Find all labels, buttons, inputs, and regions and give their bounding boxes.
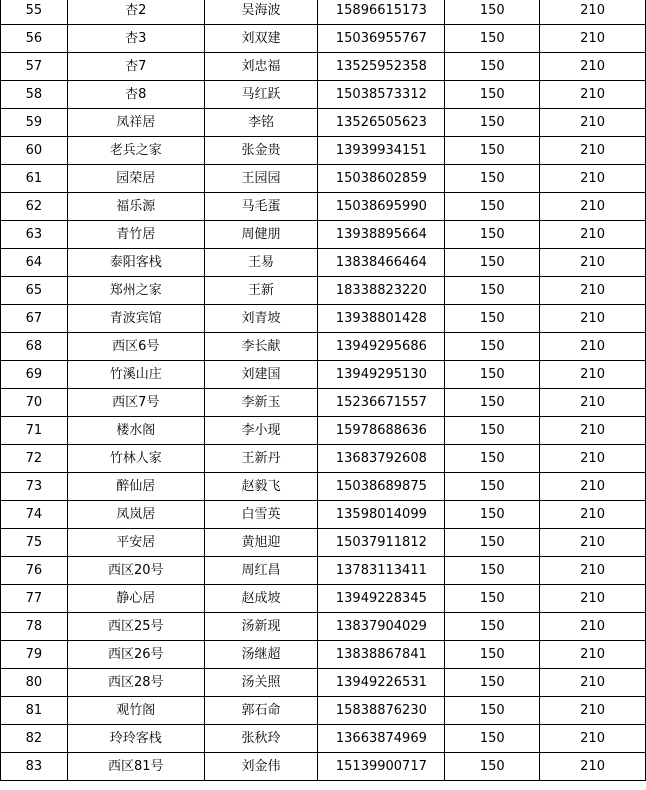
name-cell: 玲玲客栈 <box>67 725 204 753</box>
value-b-cell: 210 <box>540 165 646 193</box>
name-cell: 凤祥居 <box>67 109 204 137</box>
value-a-cell: 150 <box>445 137 540 165</box>
contact-cell: 张金贵 <box>204 137 318 165</box>
row-number-cell: 80 <box>1 669 68 697</box>
name-cell: 西区81号 <box>67 753 204 781</box>
name-cell: 青竹居 <box>67 221 204 249</box>
table-row <box>1 557 646 585</box>
value-a-cell: 150 <box>445 305 540 333</box>
phone-cell: 15896615173 <box>318 0 445 25</box>
contact-cell: 李小现 <box>204 417 318 445</box>
value-b-cell: 210 <box>540 333 646 361</box>
row-number-cell: 65 <box>1 277 68 305</box>
value-a-cell: 150 <box>445 697 540 725</box>
row-number-cell: 64 <box>1 249 68 277</box>
name-cell: 杏7 <box>67 53 204 81</box>
phone-cell: 15038689875 <box>318 473 445 501</box>
table-row <box>1 389 646 417</box>
phone-cell: 15038602859 <box>318 165 445 193</box>
table-row <box>1 221 646 249</box>
value-b-cell: 210 <box>540 389 646 417</box>
name-cell: 西区28号 <box>67 669 204 697</box>
phone-cell: 13838466464 <box>318 249 445 277</box>
phone-cell: 13526505623 <box>318 109 445 137</box>
value-b-cell: 210 <box>540 585 646 613</box>
value-b-cell: 210 <box>540 529 646 557</box>
contact-cell: 白雪英 <box>204 501 318 529</box>
table-row <box>1 0 646 25</box>
table-row <box>1 641 646 669</box>
name-cell: 园荣居 <box>67 165 204 193</box>
value-a-cell: 150 <box>445 613 540 641</box>
value-a-cell: 150 <box>445 249 540 277</box>
name-cell: 静心居 <box>67 585 204 613</box>
row-number-cell: 60 <box>1 137 68 165</box>
value-b-cell: 210 <box>540 0 646 25</box>
row-number-cell: 72 <box>1 445 68 473</box>
value-a-cell: 150 <box>445 585 540 613</box>
value-a-cell: 150 <box>445 109 540 137</box>
value-a-cell: 150 <box>445 473 540 501</box>
row-number-cell: 73 <box>1 473 68 501</box>
table-row <box>1 277 646 305</box>
row-number-cell: 62 <box>1 193 68 221</box>
value-a-cell: 150 <box>445 53 540 81</box>
value-a-cell: 150 <box>445 725 540 753</box>
value-b-cell: 210 <box>540 305 646 333</box>
contact-cell: 马红跃 <box>204 81 318 109</box>
contact-cell: 汤关照 <box>204 669 318 697</box>
phone-cell: 13949228345 <box>318 585 445 613</box>
contact-cell: 李长献 <box>204 333 318 361</box>
table-body <box>1 0 646 781</box>
contact-cell: 李铭 <box>204 109 318 137</box>
value-a-cell: 150 <box>445 333 540 361</box>
value-a-cell: 150 <box>445 0 540 25</box>
value-b-cell: 210 <box>540 361 646 389</box>
value-b-cell: 210 <box>540 445 646 473</box>
row-number-cell: 63 <box>1 221 68 249</box>
phone-cell: 13938801428 <box>318 305 445 333</box>
phone-cell: 13949295130 <box>318 361 445 389</box>
row-number-cell: 57 <box>1 53 68 81</box>
name-cell: 平安居 <box>67 529 204 557</box>
value-a-cell: 150 <box>445 557 540 585</box>
name-cell: 观竹阁 <box>67 697 204 725</box>
row-number-cell: 82 <box>1 725 68 753</box>
row-number-cell: 59 <box>1 109 68 137</box>
phone-cell: 15038695990 <box>318 193 445 221</box>
table-row <box>1 361 646 389</box>
row-number-cell: 83 <box>1 753 68 781</box>
name-cell: 醉仙居 <box>67 473 204 501</box>
table-row <box>1 725 646 753</box>
table-row <box>1 473 646 501</box>
name-cell: 楼水阁 <box>67 417 204 445</box>
value-b-cell: 210 <box>540 109 646 137</box>
name-cell: 杏3 <box>67 25 204 53</box>
name-cell: 西区7号 <box>67 389 204 417</box>
phone-cell: 13783113411 <box>318 557 445 585</box>
name-cell: 西区20号 <box>67 557 204 585</box>
contact-cell: 汤继超 <box>204 641 318 669</box>
row-number-cell: 67 <box>1 305 68 333</box>
table-row <box>1 501 646 529</box>
contact-cell: 马毛蛋 <box>204 193 318 221</box>
table-row <box>1 417 646 445</box>
value-a-cell: 150 <box>445 417 540 445</box>
phone-cell: 15036955767 <box>318 25 445 53</box>
name-cell: 竹溪山庄 <box>67 361 204 389</box>
row-number-cell: 68 <box>1 333 68 361</box>
phone-cell: 15838876230 <box>318 697 445 725</box>
value-a-cell: 150 <box>445 445 540 473</box>
name-cell: 杏2 <box>67 0 204 25</box>
name-cell: 竹林人家 <box>67 445 204 473</box>
phone-cell: 13949226531 <box>318 669 445 697</box>
value-a-cell: 150 <box>445 277 540 305</box>
value-a-cell: 150 <box>445 753 540 781</box>
name-cell: 泰阳客栈 <box>67 249 204 277</box>
name-cell: 凤岚居 <box>67 501 204 529</box>
row-number-cell: 74 <box>1 501 68 529</box>
table-row <box>1 249 646 277</box>
contact-cell: 张秋玲 <box>204 725 318 753</box>
value-b-cell: 210 <box>540 557 646 585</box>
row-number-cell: 56 <box>1 25 68 53</box>
value-a-cell: 150 <box>445 529 540 557</box>
phone-cell: 15139900717 <box>318 753 445 781</box>
value-a-cell: 150 <box>445 221 540 249</box>
contact-cell: 刘建国 <box>204 361 318 389</box>
row-number-cell: 76 <box>1 557 68 585</box>
contact-cell: 周健朋 <box>204 221 318 249</box>
value-a-cell: 150 <box>445 669 540 697</box>
name-cell: 郑州之家 <box>67 277 204 305</box>
value-a-cell: 150 <box>445 81 540 109</box>
value-a-cell: 150 <box>445 641 540 669</box>
phone-cell: 13837904029 <box>318 613 445 641</box>
name-cell: 西区25号 <box>67 613 204 641</box>
contact-cell: 刘青坡 <box>204 305 318 333</box>
contact-cell: 刘忠福 <box>204 53 318 81</box>
value-b-cell: 210 <box>540 25 646 53</box>
contact-cell: 汤新现 <box>204 613 318 641</box>
table-row <box>1 137 646 165</box>
value-b-cell: 210 <box>540 249 646 277</box>
value-a-cell: 150 <box>445 361 540 389</box>
value-b-cell: 210 <box>540 697 646 725</box>
phone-cell: 13838867841 <box>318 641 445 669</box>
phone-cell: 15978688636 <box>318 417 445 445</box>
row-number-cell: 70 <box>1 389 68 417</box>
table-row <box>1 165 646 193</box>
value-b-cell: 210 <box>540 613 646 641</box>
contact-cell: 王新 <box>204 277 318 305</box>
value-b-cell: 210 <box>540 473 646 501</box>
table-row <box>1 25 646 53</box>
phone-cell: 13938895664 <box>318 221 445 249</box>
contact-cell: 黄旭迎 <box>204 529 318 557</box>
name-cell: 西区6号 <box>67 333 204 361</box>
row-number-cell: 61 <box>1 165 68 193</box>
row-number-cell: 69 <box>1 361 68 389</box>
row-number-cell: 81 <box>1 697 68 725</box>
value-b-cell: 210 <box>540 501 646 529</box>
table-row <box>1 697 646 725</box>
phone-cell: 15038573312 <box>318 81 445 109</box>
value-b-cell: 210 <box>540 417 646 445</box>
phone-cell: 15037911812 <box>318 529 445 557</box>
table-row <box>1 529 646 557</box>
table-row <box>1 193 646 221</box>
phone-cell: 13598014099 <box>318 501 445 529</box>
value-b-cell: 210 <box>540 669 646 697</box>
value-a-cell: 150 <box>445 193 540 221</box>
table-row <box>1 613 646 641</box>
contact-cell: 李新玉 <box>204 389 318 417</box>
value-b-cell: 210 <box>540 221 646 249</box>
row-number-cell: 75 <box>1 529 68 557</box>
phone-cell: 18338823220 <box>318 277 445 305</box>
value-b-cell: 210 <box>540 753 646 781</box>
value-b-cell: 210 <box>540 193 646 221</box>
value-a-cell: 150 <box>445 389 540 417</box>
phone-cell: 13663874969 <box>318 725 445 753</box>
table-row <box>1 53 646 81</box>
table-row <box>1 585 646 613</box>
value-a-cell: 150 <box>445 165 540 193</box>
table-row <box>1 445 646 473</box>
value-b-cell: 210 <box>540 641 646 669</box>
row-number-cell: 58 <box>1 81 68 109</box>
row-number-cell: 77 <box>1 585 68 613</box>
value-b-cell: 210 <box>540 277 646 305</box>
name-cell: 福乐源 <box>67 193 204 221</box>
row-number-cell: 78 <box>1 613 68 641</box>
table-row <box>1 305 646 333</box>
contact-cell: 周红昌 <box>204 557 318 585</box>
phone-cell: 15236671557 <box>318 389 445 417</box>
value-b-cell: 210 <box>540 53 646 81</box>
value-b-cell: 210 <box>540 137 646 165</box>
contact-cell: 王园园 <box>204 165 318 193</box>
contact-cell: 刘双建 <box>204 25 318 53</box>
table-row <box>1 81 646 109</box>
contact-cell: 赵成坡 <box>204 585 318 613</box>
row-number-cell: 55 <box>1 0 68 25</box>
table-row <box>1 109 646 137</box>
row-number-cell: 71 <box>1 417 68 445</box>
table-row <box>1 333 646 361</box>
name-cell: 老兵之家 <box>67 137 204 165</box>
phone-cell: 13525952358 <box>318 53 445 81</box>
name-cell: 西区26号 <box>67 641 204 669</box>
value-a-cell: 150 <box>445 25 540 53</box>
phone-cell: 13949295686 <box>318 333 445 361</box>
table-row <box>1 753 646 781</box>
phone-cell: 13683792608 <box>318 445 445 473</box>
row-number-cell: 79 <box>1 641 68 669</box>
name-cell: 青波宾馆 <box>67 305 204 333</box>
contact-cell: 王新丹 <box>204 445 318 473</box>
contact-cell: 郭石命 <box>204 697 318 725</box>
contact-cell: 吴海波 <box>204 0 318 25</box>
contact-cell: 刘金伟 <box>204 753 318 781</box>
value-b-cell: 210 <box>540 725 646 753</box>
name-cell: 杏8 <box>67 81 204 109</box>
contact-cell: 赵毅飞 <box>204 473 318 501</box>
table-row <box>1 669 646 697</box>
value-b-cell: 210 <box>540 81 646 109</box>
contact-cell: 王易 <box>204 249 318 277</box>
phone-cell: 13939934151 <box>318 137 445 165</box>
value-a-cell: 150 <box>445 501 540 529</box>
